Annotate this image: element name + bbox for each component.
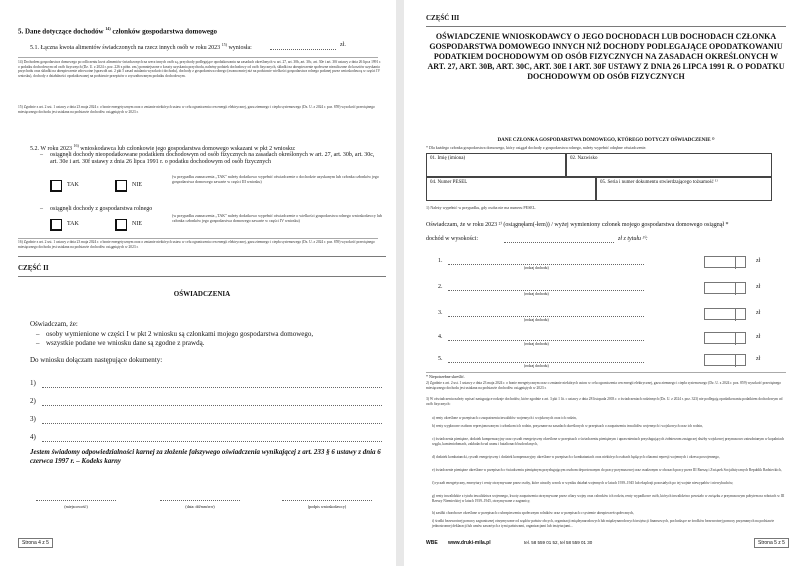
- declare-bullet-2: wszystkie podane we wniosku dane są zgodne z prawdą.: [46, 339, 205, 347]
- footnote-14: 14) Dochodem gospodarstwa domowego po odliczeniu kwot alimentów świadczonych na rzecz innych osób są, przychody podlegające opodatkowaniu na zasadach określonych w art. 27, art. 30b, art. 30c, art. 30e i art. 30f ustawy z dnia 26 lipca 1991 r. o podatku dochodowym od osób fizycznych (Dz. U. z 2024 r. poz. 226 z późn. zm.) pomniejszone o koszty uzyskania przychodu, należny podatek dochodowy od osób fizycznych, składki na ubezpieczenie społeczne niezaliczone do kosztów uzyskania przychodu oraz składki na ubezpieczenie zdrowotne (sprawdź ust. 2 pkt 5 zasad ustalania wysokości dochodu), dochody z gospodarstwa rolnego (zwana mniej niż na podstawie wielkości gospodarstwa rolnego podanej przez wnioskodawcę w części IV wniosku), dochody z działalności opodatkowanej na podstawie przepisów o zryczałtowanym podatku dochodowym.: [18, 60, 382, 78]
- publisher-phone: tel. 58 559 01 52, tel 58 559 01 30: [524, 540, 593, 545]
- income-type-5-field[interactable]: [448, 362, 644, 363]
- attachment-4-field[interactable]: [42, 441, 382, 442]
- attachments-heading: Do wniosku dołączam następujące dokumenty:: [30, 356, 163, 364]
- date-caption: (data: dd/mm/rrrr): [185, 504, 215, 509]
- item-5-1: 5.1. Łączna kwota alimentów świadczonych na rzecz innych osób w roku 2023 $^{15)}$ wyniosła:: [30, 42, 252, 51]
- footnote-3-item: f) ryczałt energetyczny, emerytury i renty otrzymywane przez osoby, które utraciły wzrok w wyniku działań wojennych w latach 1939–1945 lub eksplozji pozostałych po tej wojnie niewypałów i niewybuchów,: [432, 481, 734, 485]
- untaxed-yes-checkbox[interactable]: [50, 180, 62, 192]
- alimony-unit: zł.: [340, 42, 346, 48]
- page-number: Strona 5 z 5: [754, 538, 789, 548]
- untaxed-yes-label: TAK: [67, 182, 79, 188]
- place-caption: (miejscowość): [64, 504, 88, 509]
- page-number: Strona 4 z 5: [18, 538, 53, 548]
- footnote-3-item: a) renty określone w przepisach o zaopatrzeniu inwalidów wojennych i wojskowych oraz ich rodzin,: [432, 416, 577, 420]
- income-row-number: 3.: [438, 310, 443, 316]
- declare-intro: Oświadczam, że:: [30, 320, 78, 328]
- publisher-website[interactable]: www.druki-mila.pl: [448, 540, 491, 546]
- item-5-2: 5.2. W roku 2023 $^{16)}$ wnioskodawca lub członkowie jego gospodarstwa domowego wskazani w pkt 2 wniosku:: [30, 143, 296, 152]
- page-4: 5. Dane dotyczące dochodów $^{14)}$ członków gospodarstwa domowego 5.1. Łączna kwota alimentów świadczonych na rzecz innych osób w roku 2023 $^{15)}$ wyniosła: zł. 14) Dochodem gospodarstwa domowego po odliczeniu kwot alimentów świadczonych na rzecz innych osób są, przychody podlegające opodatkowaniu na zasadach określonych w art. 27, art. 30b, art. 30c, art. 30e i art. 30f ustawy z dnia 26 lipca 1991 r. o podatku dochodowym od osób fizycznych (Dz. U. z 2024 r. poz. 226 z późn. zm.) pomniejszone o koszty uzyskania przychodu, należny podatek dochodowy od osób fizycznych, składki na ubezpieczenie społeczne niezaliczone do kosztów uzyskania przychodu oraz składki na ubezpieczenie zdrowotne (sprawdź ust. 2 pkt 5 zasad ustalania wysokości dochodu), dochody z gospodarstwa rolnego (zwana mniej niż na podstawie wielkości gospodarstwa rolnego podanej przez wnioskodawcę w części IV wniosku), dochody z działalności opodatkowanej na podstawie przepisów o zryczałtowanym podatku dochodowym. 15) Zgodnie z art. 2 ust. 1 ustawy z dnia 23 maja 2024 r. o bonie energetycznym oraz o zmianie niektórych ustaw w celu ograniczenia cen energii elektrycznej, gazu ziemnego i ciepła systemowego (Dz. U. z 2024 r. poz. 859) wysokość przeciętnego miesięcznego dochodu jest ustalana na podstawie dochodów osiągniętych w 2023 r. 5.2. W roku 2023 $^{16)}$ wnioskodawca lub członkowie jego gospodarstwa domowego wskazani w pkt 2 wniosku: – osiągnęli dochody nieopodatkowane podatkiem dochodowym od osób fizycznych na zasadach określonych w art. 27, art. 30b, art. 30c, art. 30e i art. 30f ustawy z dnia 26 lipca 1991 r. o podatku dochodowym od osób fizycznych TAK NIE (w przypadku zaznaczenia „TAK” należy dodatkowo wypełnić oświadczenie o dochodzie uzyskanym lub członka członków jego gospodarstwa domowego zawarte w części III wniosku) – osiągnęli dochody z gospodarstwa rolnego TAK NIE (w przypadku zaznaczenia „TAK” należy dodatkowo wypełnić oświadczenie o wielkości gospodarstwa rolnego wnioskodawcy lub członka członków jego gospodarstwa domowego zawarte w części IV wniosku) 16) Zgodnie z art. 2 ust. 1 ustawy z dnia 23 maja 2024 r. o bonie energetycznym oraz o zmianie niektórych ustaw w celu ograniczenia cen energii elektrycznej, gazu ziemnego i ciepła systemowego (Dz. U. z 2024 r. poz. 859) wysokość przeciętnego miesięcznego dochodu jest ustalana na podstawie dochodów osiągniętych w 2023 r. CZĘŚĆ II OŚWIADCZENIA Oświadczam, że: – osoby wymienione w części I w pkt 2 wniosku są członkami mojego gospodarstwa domowego, – wszystkie podane we wniosku dane są zgodne z prawdą. Do wniosku dołączam następujące dokumenty: 1) 2) 3) 4) Jestem świadomy odpowiedzialności karnej za złożenie fałszywego oświadczenia wynikającej z art. 233 § 6 ustawy z dnia 6 czerwca 1997 r. – Kodeks karny (miejscowość) (data: dd/mm/rrrr) (podpis wnioskodawcy) Strona 4 z 5: [0, 0, 396, 566]
- first-name-field[interactable]: 01. Imię (imiona): [426, 153, 566, 177]
- footnote-16: 16) Zgodnie z art. 2 ust. 1 ustawy z dnia 23 maja 2024 r. o bonie energetycznym oraz o zmianie niektórych ustaw w celu ograniczenia cen energii elektrycznej, gazu ziemnego i ciepła systemowego (Dz. U. z 2024 r. poz. 859) wysokość przeciętnego miesięcznego dochodu jest ustalana na podstawie dochodów osiągniętych w 2023 r.: [18, 240, 375, 249]
- income-amount-2-field[interactable]: [704, 282, 746, 294]
- farm-note: (w przypadku zaznaczenia „TAK” należy dodatkowo wypełnić oświadczenie o wielkości gospodarstwa rolnego wnioskodawcy lub członka członków jego gospodarstwa domowego zawarte w części IV wniosku): [172, 213, 382, 223]
- income-declaration-source-label: zł z tytułu ³⁾:: [618, 236, 648, 242]
- id-document-field[interactable]: 05. Seria i numer dokumentu stwierdzającego tożsamość ¹⁾: [596, 177, 772, 201]
- currency-label: zł: [756, 258, 761, 264]
- income-declaration-amount-label: dochód w wysokości:: [426, 236, 478, 242]
- footnote-3-item: b) renty wypłacone osobom represjonowanym i członkom ich rodzin, przyznane na zasadach określonych w przepisach o zaopatrzeniu inwalidów wojennych i wojskowych oraz ich rodzin,: [432, 424, 703, 428]
- farm-no-checkbox[interactable]: [115, 219, 127, 231]
- attachment-number: 2): [30, 397, 36, 405]
- member-data-note: * Dla każdego członka gospodarstwa domowego, który osiągał dochody z gospodarstwa rolnego, należy wypełnić odrębne oświadczenie.: [426, 145, 647, 150]
- income-row-number: 5.: [438, 356, 443, 362]
- date-field[interactable]: [160, 500, 240, 501]
- signature-caption: (podpis wnioskodawcy): [307, 504, 347, 509]
- page-5: [404, 0, 800, 566]
- total-income-field[interactable]: [504, 242, 614, 243]
- page-gutter: [396, 0, 404, 566]
- income-type-2-field[interactable]: [448, 290, 644, 291]
- section5-title: 5. Dane dotyczące dochodów $^{14)}$ członków gospodarstwa domowego: [18, 26, 218, 36]
- income-type-caption: (rodzaj dochodu): [524, 266, 549, 270]
- income-type-caption: (rodzaj dochodu): [524, 292, 549, 296]
- attachment-1-field[interactable]: [42, 387, 382, 388]
- untaxed-no-checkbox[interactable]: [115, 180, 127, 192]
- declare-bullet-1: osoby wymienione w części I w pkt 2 wniosku są członkami mojego gospodarstwa domowego,: [46, 330, 314, 338]
- farm-no-label: NIE: [132, 221, 142, 227]
- footnote-star: * Niepotrzebne skreślić.: [426, 374, 465, 379]
- footnote-3-item: d) dodatek kombatancki, ryczałt energetyczny i dodatek kompensacyjny określone w przepisach o kombatantach oraz niektórych osobach będących ofiarami represji wojennych i okresu powojennego,: [432, 455, 720, 459]
- footnote-3-item: e) świadczenie pieniężne określone w przepisach o świadczeniu pieniężnym przysługującym osobom deportowanym do pracy przymusowej oraz osadzonym w obozach pracy przez III Rzeszę i Związek Socjalistycznych Republik Radzieckich,: [432, 468, 782, 472]
- income-amount-5-field[interactable]: [704, 354, 746, 366]
- surname-field[interactable]: 02. Nazwisko: [566, 153, 772, 177]
- income-type-caption: (rodzaj dochodu): [524, 364, 549, 368]
- publisher-logo: WBE: [426, 540, 438, 546]
- attachment-2-field[interactable]: [42, 405, 382, 406]
- untaxed-note: (w przypadku zaznaczenia „TAK” należy dodatkowo wypełnić oświadczenie o dochodzie uzyskanym lub członka członków jego gospodarstwa domowego zawarte w części III wniosku): [172, 174, 379, 184]
- signature-field[interactable]: [282, 500, 372, 501]
- income-row-number: 4.: [438, 334, 443, 340]
- income-row-number: 2.: [438, 284, 443, 290]
- attachment-3-field[interactable]: [42, 423, 382, 424]
- attachment-number: 3): [30, 415, 36, 423]
- footnote-3-item: c) świadczenia pieniężne, dodatek kompensacyjny oraz ryczałt energetyczny określone w przepisach o świadczeniu pieniężnym i uprawnieniach przysługujących żołnierzom zastępczej służby wojskowej przymusowo zatrudnianym w kopalniach węgla, kamieniołomach, zakładach rud uranu i batalionach budowlanych,: [432, 437, 785, 446]
- untaxed-no-label: NIE: [132, 182, 142, 188]
- footnote-15: 15) Zgodnie z art. 2 ust. 1 ustawy z dnia 23 maja 2024 r. o bonie energetycznym oraz o zmianie niektórych ustaw w celu ograniczenia cen energii elektrycznej, gazu ziemnego i ciepła systemowego (Dz. U. z 2024 r. poz. 859) wysokość przeciętnego miesięcznego dochodu jest ustalana na podstawie dochodów osiągniętych w 2023 r.: [18, 105, 375, 114]
- perjury-warning: Jestem świadomy odpowiedzialności karnej za złożenie fałszywego oświadczenia wynikającej z art. 233 § 6 ustawy z dnia 6 czerwca 1997 r. – Kodeks karny: [30, 448, 381, 465]
- income-type-1-field[interactable]: [448, 264, 644, 265]
- currency-label: zł: [756, 284, 761, 290]
- currency-label: zł: [756, 356, 761, 362]
- section-divider: [18, 256, 386, 257]
- income-amount-3-field[interactable]: [704, 308, 746, 320]
- declarations-heading: OŚWIADCZENIA: [173, 290, 231, 298]
- income-type-4-field[interactable]: [448, 340, 644, 341]
- farm-yes-label: TAK: [67, 221, 79, 227]
- pesel-field[interactable]: 04. Numer PESEL: [426, 177, 596, 201]
- farm-income-question: osiągnęli dochody z gospodarstwa rolnego: [50, 206, 153, 212]
- income-amount-4-field[interactable]: [704, 332, 746, 344]
- income-type-caption: (rodzaj dochodu): [524, 318, 549, 322]
- footnote-3-item: h) zasiłki chorobowe określone w przepisach o ubezpieczeniu społecznym rolników oraz w przepisach o systemie ubezpieczeń społecznych,: [432, 511, 635, 515]
- footnote-separator: [18, 57, 378, 58]
- footnote-3: 3) W oświadczeniu należy wpisać następujące rodzaje dochodów, które zgodnie z art. 3 pkt 1 lit. c ustawy z dnia 28 listopada 2003 r. o świadczeniach rodzinnych (Dz. U. z 2024 r. poz. 323) nie podlegają opodatkowaniu podatkiem dochodowym od osób fizycznych:: [426, 397, 783, 406]
- currency-label: zł: [756, 310, 761, 316]
- footnote-1: 1) Należy wypełnić w przypadku, gdy osoba nie ma numeru PESEL.: [426, 205, 537, 210]
- part-3-title: OŚWIADCZENIE WNIOSKODAWCY O JEGO DOCHODACH LUB DOCHODACH CZŁONKA GOSPODARSTWA DOMOWEGO INNYCH NIŻ DOCHODY PODLEGAJĄCE OPODATKOWANIU PODATKIEM DOCHODOWYM OD OSÓB FIZYCZNYCH NA ZASADACH OKREŚLONYCH W ART. 27, ART. 30B, ART. 30C, ART. 30E I ART. 30F USTAWY Z DNIA 26 LIPCA 1991 R. O PODATKU DOCHODOWYM OD OSÓB FIZYCZNYCH: [427, 32, 785, 81]
- attachment-number: 1): [30, 379, 36, 387]
- part-2-heading: CZĘŚĆ II: [18, 264, 49, 272]
- income-type-3-field[interactable]: [448, 316, 644, 317]
- footnote-3-item: g) renty inwalidzkie z tytułu inwalidztwa wojennego, kwoty zaopatrzenia otrzymywane przez ofiary wojny oraz członków ich rodzin, renty wypadkowe osób, których inwalidztwo powstało w związku z przymusowym pobytem na robotach w III Rzeszy Niemieckiej w latach 1939–1945, otrzymywane z zagranicy,: [432, 494, 785, 503]
- alimony-amount-field[interactable]: [270, 49, 336, 50]
- income-declaration: Oświadczam, że w roku 2023 ²⁾ (osiągnęłam(-łem)) / wyżej wymieniony członek mojego gospodarstwa domowego osiągnął *: [426, 222, 729, 228]
- income-type-caption: (rodzaj dochodu): [524, 342, 549, 346]
- place-field[interactable]: [36, 500, 116, 501]
- footnote-3-item: i) środki bezzwrotnej pomocy zagranicznej otrzymywane od rządów państw obcych, organizacji międzynarodowych lub międzynarodowych instytucji finansowych, pochodzące ze środków bezzwrotnej pomocy przyznanych na podstawie jednostronnej deklaracji lub umów zawartych z tymi państwami, organizacjami lub instytucjami...: [432, 519, 775, 528]
- attachment-number: 4): [30, 433, 36, 441]
- farm-yes-checkbox[interactable]: [50, 219, 62, 231]
- income-row-number: 1.: [438, 258, 443, 264]
- income-amount-1-field[interactable]: [704, 256, 746, 268]
- part-3-heading: CZĘŚĆ III: [426, 14, 460, 22]
- member-data-subtitle: DANE CZŁONKA GOSPODARSTWA DOMOWEGO, KTÓREGO DOTYCZY OŚWIADCZENIE ¹⁾: [497, 138, 715, 143]
- footnote-2: 2) Zgodnie z art. 2 ust. 1 ustawy z dnia 23 maja 2024 r. o bonie energetycznym oraz o zmianie niektórych ustaw w celu ograniczenia cen energii elektrycznej, gazu ziemnego i ciepła systemowego (Dz. U. z 2024 r. poz. 859) wysokość przeciętnego miesięcznego dochodu jest ustalana na podstawie dochodów osiągniętych w 2023 r.: [426, 381, 782, 390]
- income-untaxed-question: osiągnęli dochody nieopodatkowane podatkiem dochodowym od osób fizycznych na zasadach określonych w art. 27, art. 30b, art. 30c, art. 30e i art. 30f ustawy z dnia 26 lipca 1991 r. o podatku dochodowym od osób fizycznych: [50, 152, 375, 165]
- currency-label: zł: [756, 334, 761, 340]
